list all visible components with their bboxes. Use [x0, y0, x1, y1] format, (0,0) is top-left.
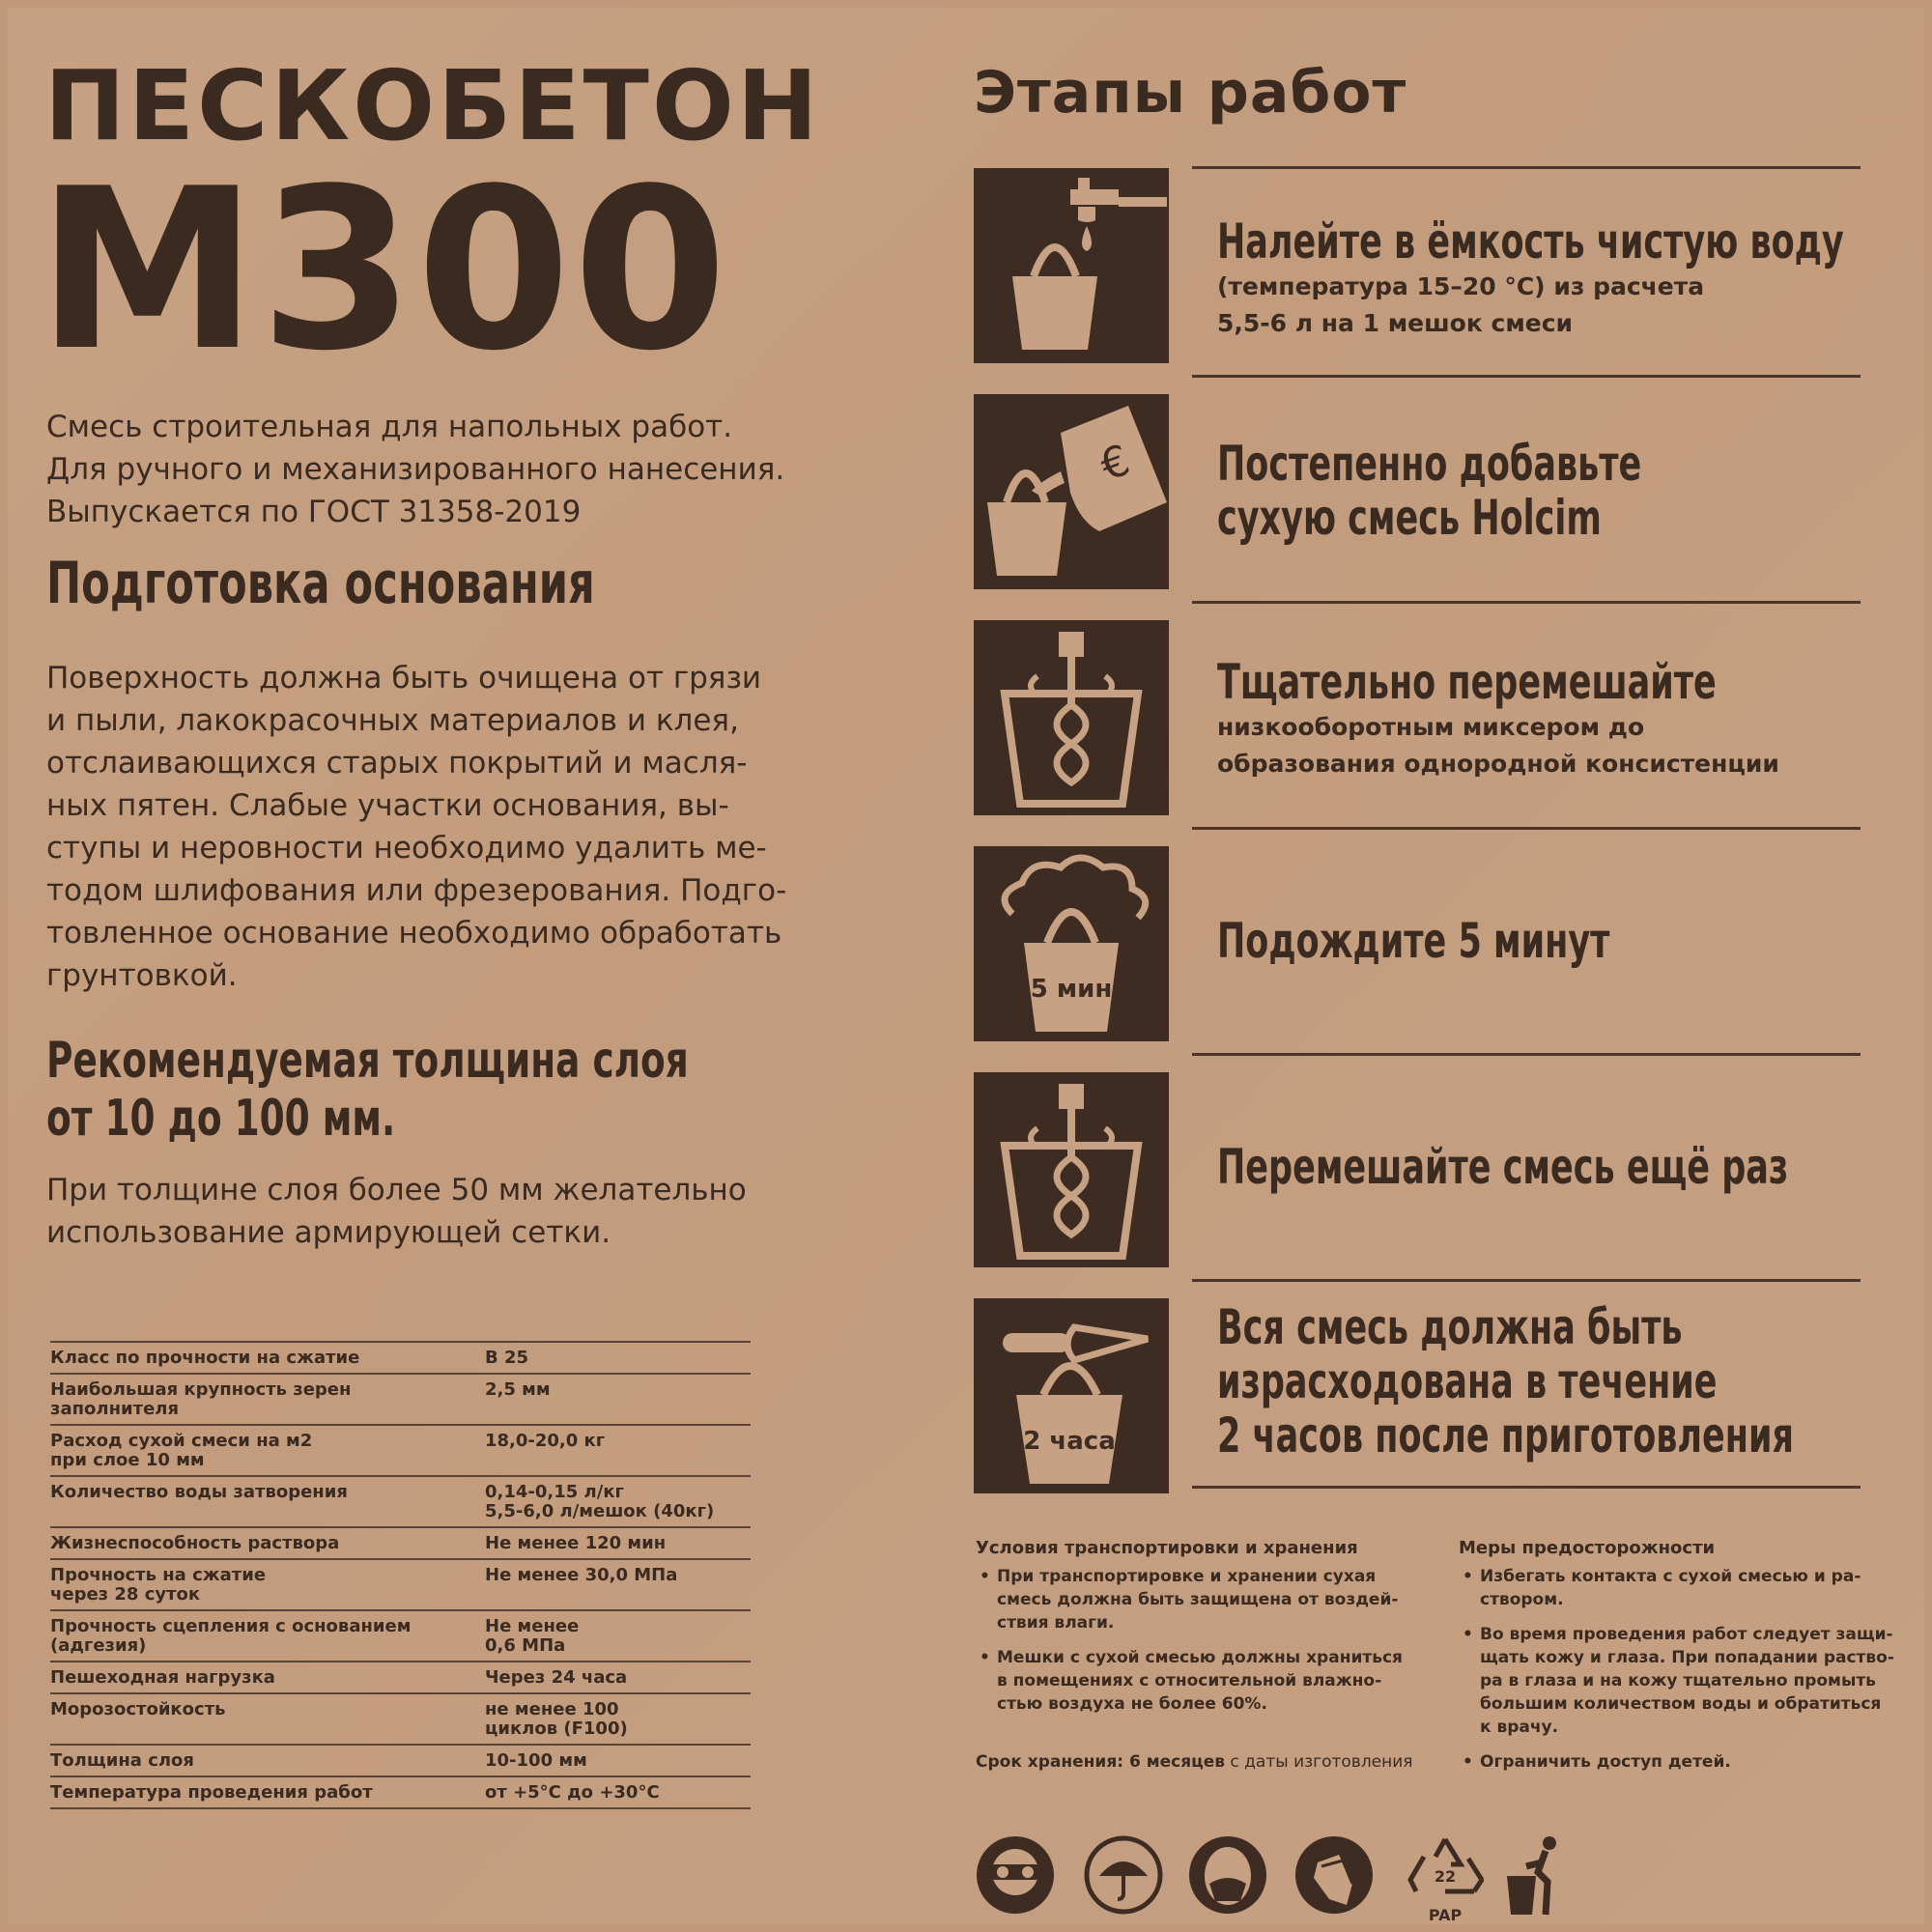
spec-key: Количество воды затворения	[50, 1482, 348, 1502]
list-item: • Избегать контакта с сухой смесью и ра- створом.	[1459, 1565, 1932, 1611]
table-row	[50, 1558, 751, 1609]
spec-value: Не менее 0,6 МПа	[485, 1616, 580, 1656]
preparation-line: ных пятен. Слабые участки основания, вы-	[46, 788, 729, 823]
step-title: Перемешайте смесь ещё раз	[1217, 1139, 1789, 1195]
spec-key: Наибольшая крупность зерен заполнителя	[50, 1379, 352, 1419]
step-title: 2 часов после приготовления	[1217, 1407, 1794, 1463]
step-subtitle: низкооборотным миксером до	[1217, 713, 1645, 741]
spec-value: Не менее 30,0 МПа	[485, 1565, 678, 1585]
spec-key: Толщина слоя	[50, 1750, 194, 1771]
table-row	[50, 1776, 751, 1809]
table-row	[50, 1424, 751, 1475]
step-title: Тщательно перемешайте	[1217, 654, 1717, 710]
step-divider	[1192, 1279, 1861, 1282]
step-6	[1217, 1300, 1932, 1463]
step-subtitle: (температура 15–20 °С) из расчета	[1217, 272, 1705, 300]
preparation-line: отслаивающихся старых покрытий и масля-	[46, 746, 748, 781]
step-title: Налейте в ёмкость чистую воду	[1217, 213, 1844, 270]
precaution-section	[1459, 1538, 1932, 1785]
spec-key: Расход сухой смеси на м2 при слое 10 мм	[50, 1431, 313, 1470]
preparation-line: ступы и неровности необходимо удалить ме-	[46, 831, 767, 866]
thickness-text	[46, 1169, 747, 1254]
storage-heading: Условия транспортировки и хранения	[976, 1538, 1358, 1558]
spec-value: В 25	[485, 1348, 529, 1368]
step-2	[1217, 437, 1824, 545]
pour-bag-bucket-icon	[974, 394, 1169, 589]
bucket-wait-icon	[974, 846, 1169, 1041]
svg-text:€: €	[1094, 435, 1137, 492]
step-divider	[1192, 601, 1861, 604]
spec-value: Не менее 120 мин	[485, 1533, 667, 1553]
spec-value: Через 24 часа	[485, 1667, 628, 1688]
step-divider	[1192, 1053, 1861, 1056]
step-title: сухую смесь Holcim	[1217, 490, 1602, 546]
product-title: ПЕСКОБЕТОН	[44, 49, 821, 162]
shelf-life	[976, 1752, 1413, 1772]
mixer-bucket-icon	[974, 1072, 1169, 1267]
spec-key: Прочность сцепления с основанием (адгезия)	[50, 1616, 412, 1656]
thickness-heading	[46, 1032, 938, 1148]
recycle-number: 22	[1434, 1867, 1457, 1886]
list-item: • При транспортировке и хранении сухая смесь должна быть защищена от воздей- ствия влаги.	[976, 1565, 1439, 1634]
list-item: • Ограничить доступ детей.	[1459, 1750, 1932, 1774]
shelf-life-bold: Срок хранения: 6 месяцев	[976, 1752, 1226, 1772]
list-item: • Мешки с сухой смесью должны храниться в помещениях с относительной влажно- стью воздуха не более 60%.	[976, 1646, 1439, 1716]
table-row	[50, 1526, 751, 1558]
step-divider	[1192, 166, 1861, 169]
goggles-icon	[974, 1833, 1057, 1920]
intro-line: Смесь строительная для напольных работ.	[46, 410, 733, 444]
step-title: Подождите 5 минут	[1217, 913, 1610, 969]
list-item: • Во время проведения работ следует защи- щать кожу и глаза. При попадании раство- ра в глаза и на кожу тщательно промыть большим количеством воды и обратиться к врачу.	[1459, 1623, 1932, 1739]
icon-label: 2 часа	[1023, 1427, 1116, 1456]
step-title: израсходована в течение	[1217, 1353, 1718, 1409]
spec-value: 10-100 мм	[485, 1750, 587, 1771]
spec-key: Прочность на сжатие через 28 суток	[50, 1565, 267, 1605]
shelf-life-rest: с даты изготовления	[1225, 1752, 1413, 1772]
step-divider	[1192, 1486, 1861, 1489]
step-3	[1217, 655, 1930, 782]
preparation-line: и пыли, лакокрасочных материалов и клея,	[46, 703, 739, 738]
step-subtitle: образования однородной консистенции	[1217, 750, 1779, 778]
preparation-heading	[46, 550, 808, 617]
step-4	[1217, 914, 1778, 968]
thickness-line: При толщине слоя более 50 мм желательно	[46, 1173, 747, 1208]
table-row	[50, 1692, 751, 1744]
preparation-line: товленное основание необходимо обработать	[46, 916, 782, 951]
spec-key: Жизнеспособность раствора	[50, 1533, 340, 1553]
product-grade: М300	[37, 142, 729, 400]
trowel-bucket-icon	[974, 1298, 1169, 1493]
mixer-bucket-icon	[974, 620, 1169, 815]
step-divider	[1192, 375, 1861, 378]
step-subtitle: 5,5-6 л на 1 мешок смеси	[1217, 309, 1574, 337]
step-title: Вся смесь должна быть	[1217, 1299, 1683, 1355]
spec-key: Температура проведения работ	[50, 1782, 373, 1803]
keep-dry-umbrella-icon	[1082, 1833, 1165, 1920]
storage-section	[976, 1538, 1439, 1727]
spec-value: не менее 100 циклов (F100)	[485, 1699, 628, 1739]
preparation-line: грунтовкой.	[46, 958, 238, 993]
preparation-text	[46, 657, 916, 997]
thickness-line: использование армирующей сетки.	[46, 1215, 611, 1250]
intro-line: Для ручного и механизированного нанесения.	[46, 452, 785, 487]
spec-key: Класс по прочности на сжатие	[50, 1348, 360, 1368]
spec-value: 0,14-0,15 л/кг 5,5-6,0 л/мешок (40кг)	[485, 1482, 715, 1521]
spec-value: 18,0-20,0 кг	[485, 1431, 606, 1451]
dust-mask-icon	[1186, 1833, 1269, 1920]
spec-key: Пешеходная нагрузка	[50, 1667, 275, 1688]
intro-line: Выпускается по ГОСТ 31358-2019	[46, 495, 582, 529]
preparation-line: тодом шлифования или фрезерования. Подго-	[46, 873, 787, 908]
table-row	[50, 1341, 751, 1373]
preparation-line: Поверхность должна быть очищена от грязи	[46, 661, 762, 696]
thickness-heading-line: от 10 до 100 мм.	[46, 1090, 396, 1148]
step-1	[1217, 214, 1932, 342]
water-tap-bucket-icon	[974, 168, 1169, 363]
table-row	[50, 1609, 751, 1661]
table-row	[50, 1373, 751, 1424]
step-5	[1217, 1140, 1932, 1194]
precaution-heading: Меры предосторожности	[1459, 1538, 1716, 1558]
recycle-icon	[1406, 1833, 1484, 1930]
spec-value: от +5°С до +30°С	[485, 1782, 660, 1803]
specs-table	[50, 1341, 751, 1809]
spec-key: Морозостойкость	[50, 1699, 226, 1719]
table-row	[50, 1744, 751, 1776]
table-row	[50, 1475, 751, 1526]
icon-label: 5 мин	[1030, 975, 1113, 1004]
thickness-heading-line: Рекомендуемая толщина слоя	[46, 1032, 689, 1090]
package-panel	[8, 8, 1924, 1924]
intro-text	[46, 406, 916, 533]
step-title: Постепенно добавьте	[1217, 436, 1642, 492]
gloves-icon	[1293, 1833, 1376, 1920]
dispose-bin-icon	[1503, 1833, 1571, 1924]
table-row	[50, 1661, 751, 1692]
steps-heading: Этапы работ	[974, 59, 1407, 127]
recycle-code: PAP	[1428, 1906, 1463, 1924]
spec-value: 2,5 мм	[485, 1379, 551, 1400]
step-divider	[1192, 827, 1861, 830]
preparation-heading-text: Подготовка основания	[46, 550, 595, 617]
